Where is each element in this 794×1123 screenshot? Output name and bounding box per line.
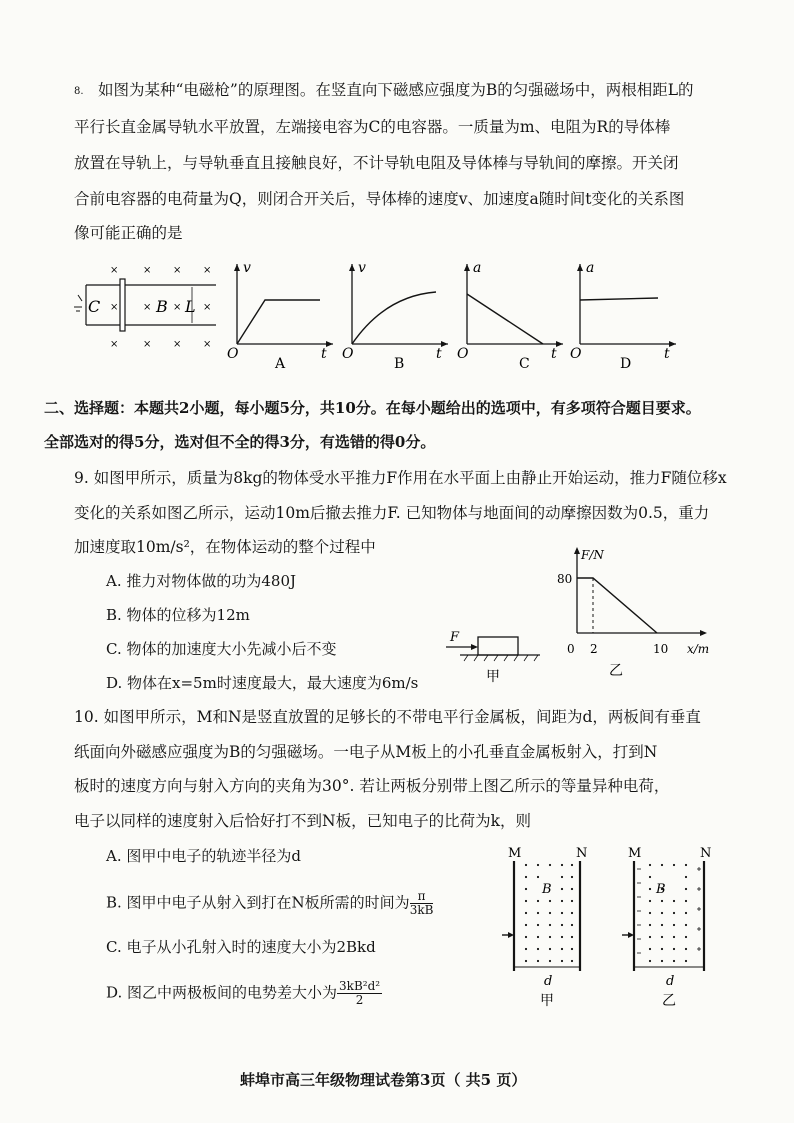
q10-option-c[interactable]: C. 电子从小孔射入时的速度大小为2Bkd bbox=[106, 938, 376, 956]
q8-cross: × bbox=[110, 339, 119, 350]
q10-yi-d: d bbox=[666, 974, 675, 989]
q9-yi-x10: 10 bbox=[653, 642, 669, 656]
q9-option-b[interactable]: B. 物体的位移为12m bbox=[106, 606, 250, 624]
q8-line-4: 合前电容器的电荷量为Q，则闭合开关后，导体棒的速度v、加速度a随时间t变化的关系图 bbox=[74, 190, 685, 208]
q8a-x: t bbox=[321, 346, 327, 362]
q8-cross: × bbox=[203, 265, 212, 276]
q8c-label: C bbox=[519, 356, 530, 370]
q10-option-d-den: 2 bbox=[355, 993, 364, 1007]
q9-yi-xlabel: x/m bbox=[687, 642, 710, 656]
q10-option-b-num: π bbox=[410, 890, 434, 904]
q8-line-1: 如图为某种“电磁枪”的原理图。在竖直向下磁感应强度为B的匀强磁场中，两根相距L的 bbox=[98, 81, 694, 99]
q8-graph-d bbox=[568, 258, 680, 370]
q9-line-3: 加速度取10m/s²，在物体运动的整个过程中 bbox=[74, 538, 376, 556]
q9-jia-caption: 甲 bbox=[486, 669, 500, 685]
q8-fig-c: C bbox=[88, 297, 101, 316]
q8d-y: a bbox=[586, 260, 595, 276]
q8b-label: B bbox=[394, 356, 405, 370]
q9-option-c[interactable]: C. 物体的加速度大小先减小后不变 bbox=[106, 640, 337, 658]
q9-fig-jia bbox=[440, 625, 550, 685]
q10-option-b-den: 3kB bbox=[409, 903, 434, 917]
q8-fig-b: B bbox=[156, 297, 168, 316]
q8-fig-l: L bbox=[185, 297, 196, 316]
q10-option-b-text: B. 图甲中电子从射入到打在N板所需的时间为 bbox=[106, 893, 410, 912]
q8-cross: × bbox=[143, 339, 152, 350]
q8c-origin: O bbox=[457, 346, 469, 362]
q10-line-1: 10. 如图甲所示，M和N是竖直放置的足够长的不带电平行金属板，间距为d，两板间有垂直 bbox=[74, 708, 701, 726]
q10-jia-m: M bbox=[508, 846, 522, 861]
q8b-origin: O bbox=[342, 346, 354, 362]
section2-line-1: 二、选择题：本题共2小题，每小题5分，共10分。在每小题给出的选项中，有多项符合题目要求。 bbox=[44, 399, 701, 417]
q8d-x: t bbox=[664, 346, 670, 362]
q10-yi-m: M bbox=[628, 846, 642, 861]
q8-line-3: 放置在导轨上，与导轨垂直且接触良好，不计导轨电阻及导体棒与导轨间的摩擦。开关闭 bbox=[74, 154, 679, 172]
q8-rail-figure bbox=[68, 255, 218, 355]
q10-yi-caption: 乙 bbox=[662, 993, 676, 1009]
q8-graph-b bbox=[340, 258, 450, 370]
q10-line-4: 电子以同样的速度射入后恰好打不到N板，已知电子的比荷为k，则 bbox=[74, 812, 531, 830]
q9-line-1: 9. 如图甲所示，质量为8kg的物体受水平推力F作用在水平面上由静止开始运动，推力F随位移x bbox=[74, 469, 727, 487]
q8-graph-c bbox=[455, 258, 565, 370]
q8-cross: × bbox=[143, 265, 152, 276]
q10-line-2: 纸面向外磁感应强度为B的匀强磁场。一电子从M板上的小孔垂直金属板射入，打到N bbox=[74, 743, 658, 761]
q10-fig-yi bbox=[620, 843, 720, 1013]
q10-option-b[interactable] bbox=[106, 890, 433, 917]
q8d-label: D bbox=[620, 356, 632, 370]
q9-line-2: 变化的关系如图乙所示，运动10m后撤去推力F. 已知物体与地面间的动摩擦因数为0.5，重力 bbox=[74, 504, 710, 522]
q9-yi-ylabel: F/N bbox=[581, 548, 604, 562]
q8c-x: t bbox=[551, 346, 557, 362]
q10-option-b-fraction bbox=[410, 890, 434, 917]
q8a-label: A bbox=[275, 356, 286, 370]
q9-yi-x0: 0 bbox=[567, 642, 575, 656]
q10-yi-n: N bbox=[700, 846, 712, 861]
q8d-origin: O bbox=[570, 346, 582, 362]
q8-cross: × bbox=[110, 265, 119, 276]
q8-cross: × bbox=[173, 265, 182, 276]
q10-option-d[interactable] bbox=[106, 980, 382, 1007]
q9-option-d[interactable]: D. 物体在x=5m时速度最大，最大速度为6m/s bbox=[106, 674, 419, 692]
q8-cross: × bbox=[173, 302, 182, 313]
q10-option-d-fraction bbox=[337, 980, 382, 1007]
q8c-y: a bbox=[473, 260, 482, 276]
section2-line-2: 全部选对的得5分，选对但不全的得3分，有选错的得0分。 bbox=[44, 433, 436, 451]
page-footer: 蚌埠市高三年级物理试卷第3页（ 共5 页） bbox=[240, 1071, 527, 1089]
q9-yi-y80: 80 bbox=[557, 572, 573, 586]
q10-jia-d: d bbox=[544, 974, 553, 989]
q8a-origin: O bbox=[227, 346, 239, 362]
q10-option-d-text: D. 图乙中两极板间的电势差大小为 bbox=[106, 983, 338, 1002]
q9-yi-x2: 2 bbox=[590, 642, 598, 656]
q9-force-label: F bbox=[450, 630, 460, 645]
q10-option-a[interactable]: A. 图甲中电子的轨迹半径为d bbox=[106, 847, 301, 865]
q8b-y: v bbox=[358, 260, 366, 276]
q8-line-2: 平行长直金属导轨水平放置，左端接电容为C的电容器。一质量为m、电阻为R的导体棒 bbox=[74, 118, 671, 136]
q8-cross: × bbox=[173, 339, 182, 350]
q10-line-3: 板时的速度方向与射入方向的夹角为30°. 若让两板分别带上图乙所示的等量异种电荷， bbox=[74, 777, 670, 795]
q8-graph-a bbox=[225, 258, 335, 370]
q10-jia-n: N bbox=[576, 846, 588, 861]
q9-fig-yi bbox=[555, 545, 725, 685]
q9-option-a[interactable]: A. 推力对物体做的功为480J bbox=[106, 572, 297, 590]
q8-cross: × bbox=[203, 302, 212, 313]
q8-cross: × bbox=[203, 339, 212, 350]
q8-cross: × bbox=[143, 302, 152, 313]
q10-jia-b: B bbox=[542, 882, 552, 897]
q8-number: 8. bbox=[74, 86, 84, 97]
q9-yi-caption: 乙 bbox=[609, 663, 623, 679]
q10-yi-b: B bbox=[656, 882, 666, 897]
q10-option-d-num: 3kB²d² bbox=[339, 979, 381, 993]
q10-jia-caption: 甲 bbox=[540, 993, 554, 1009]
q8b-x: t bbox=[436, 346, 442, 362]
q8a-y: v bbox=[243, 260, 251, 276]
q8-line-5: 像可能正确的是 bbox=[74, 224, 183, 242]
q10-fig-jia bbox=[500, 843, 600, 1013]
q8-cross: × bbox=[110, 302, 119, 313]
